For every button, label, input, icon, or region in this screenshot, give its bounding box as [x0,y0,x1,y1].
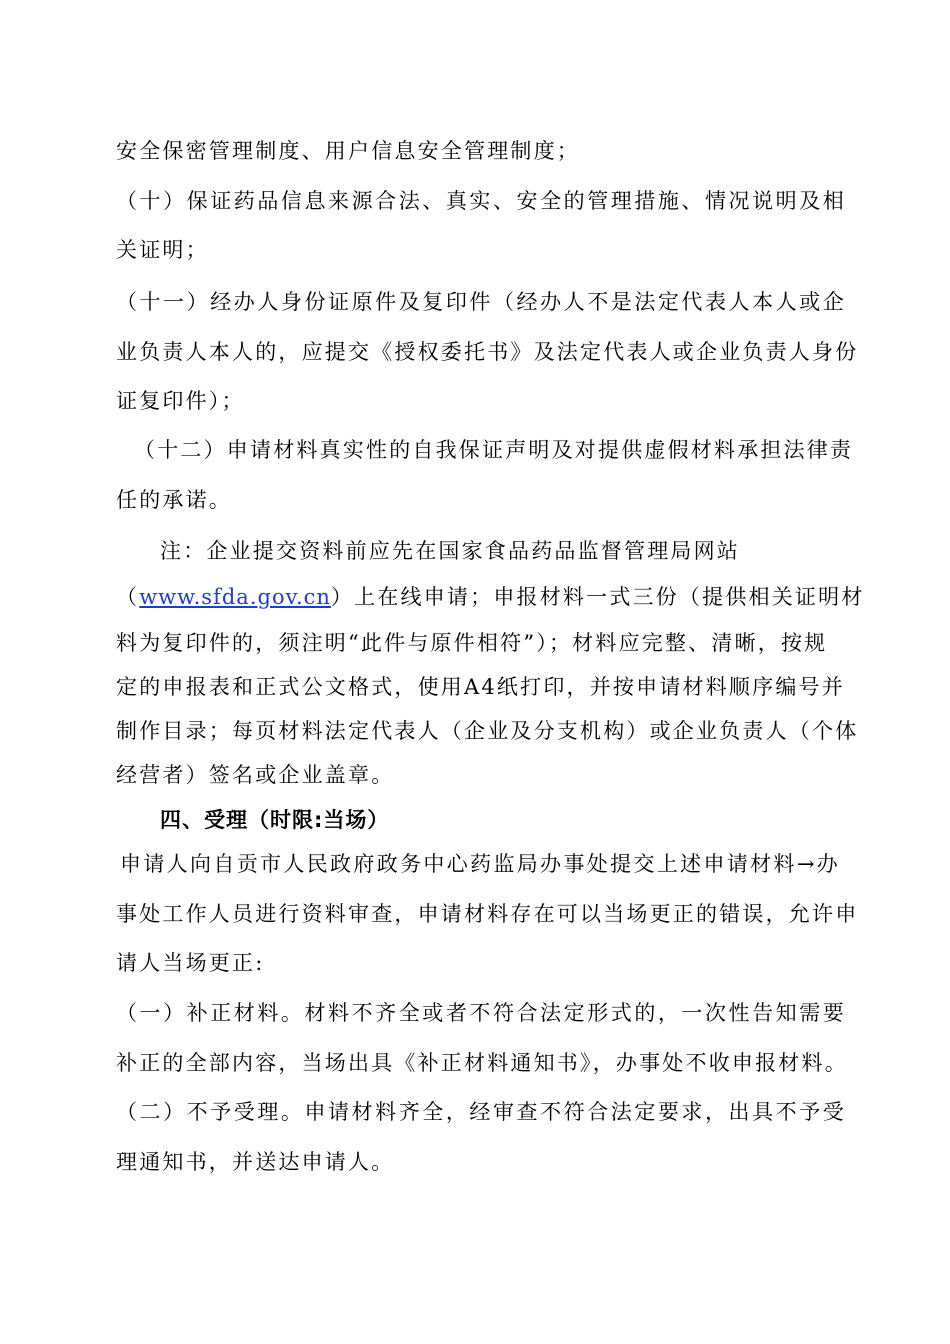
text-line: 安全保密管理制度、用户信息安全管理制度； [116,139,580,163]
text-line: 证复印件）； [116,389,245,413]
text-line: 任的承诺。 [116,488,232,512]
note-line-with-link [116,584,865,610]
note-line: 制作目录；每页材料法定代表人（企业及分支机构）或企业负责人（个体 [116,719,859,743]
text-line: （十二）申请材料真实性的自我保证声明及对提供虚假材料承担法律责 [134,438,854,462]
text-line: 理通知书，并送达申请人。 [116,1150,395,1174]
text-line: （二）不予受理。申请材料齐全，经审查不符合法定要求，出具不予受 [116,1100,846,1124]
note-line: 定的申报表和正式公文格式，使用A4纸打印，并按申请材料顺序编号并 [116,675,845,699]
open-paren: （ [116,585,140,609]
sfda-website-link[interactable]: www.sfda.gov.cn [139,585,331,609]
note-line: 经营者）签名或企业盖章。 [116,763,395,787]
text-line: 申请人向自贡市人民政府政务中心药监局办事处提交上述申请材料→办 [120,852,840,876]
section-heading: 四、受理（时限:当场） [160,808,390,832]
note-line: 料为复印件的，须注明“此件与原件相符”）；材料应完整、清晰，按规 [116,631,828,655]
text-line: 事处工作人员进行资料审查，申请材料存在可以当场更正的错误，允许申 [116,902,859,926]
note-line-rest: ）上在线申请；申报材料一式三份（提供相关证明材 [330,585,865,609]
text-line: （十一）经办人身份证原件及复印件（经办人不是法定代表人本人或企 [116,290,846,314]
note-line: 注：企业提交资料前应先在国家食品药品监督管理局网站 [160,539,740,563]
text-line: （一）补正材料。材料不齐全或者不符合法定形式的，一次性告知需要 [116,1001,846,1025]
text-line: 业负责人本人的，应提交《授权委托书》及法定代表人或企业负责人身份 [116,340,859,364]
text-line: 请人当场更正: [116,951,265,975]
text-line: 补正的全部内容，当场出具《补正材料通知书》，办事处不收申报材料。 [116,1051,848,1075]
text-line: （十）保证药品信息来源合法、真实、安全的管理措施、情况说明及相 [116,189,846,213]
text-line: 关证明； [116,238,209,262]
